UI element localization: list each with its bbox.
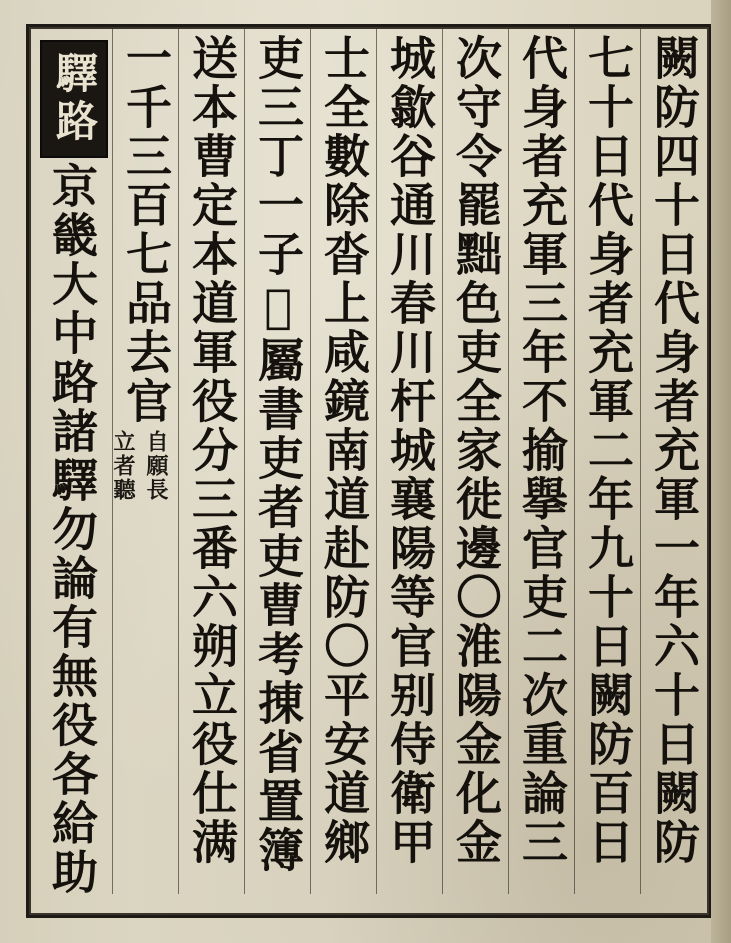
- heading-text: 驛路: [50, 51, 99, 147]
- text-column-3: [514, 34, 570, 894]
- column-text: 一千三百七品去官: [119, 34, 173, 426]
- text-column-10: [44, 162, 100, 902]
- note-line: 自願長: [143, 430, 169, 502]
- text-column-5: [382, 34, 438, 894]
- column-text: 吏三丁一子𫆀屬書吏者吏曹考㨂省置簿: [251, 34, 305, 875]
- text-column-8: [184, 34, 240, 894]
- column-text: 七十日代身者充軍二年九十日闕防百日: [581, 34, 635, 867]
- text-column-7: [250, 34, 306, 894]
- book-spine-edge: [711, 0, 731, 943]
- column-text: 城歙谷通川春川杆城襄陽等官别侍衛甲: [383, 34, 437, 867]
- column-rule: [574, 28, 575, 894]
- column-text: 京畿大中路諸驛勿論有無役各給助: [45, 162, 99, 897]
- text-column-6: [316, 34, 372, 894]
- text-column-1: [646, 34, 702, 894]
- column-rule: [244, 28, 245, 894]
- column-rule: [508, 28, 509, 894]
- interlinear-note: [110, 430, 172, 590]
- column-text: 士全數除沓上咸鏡南道赴防〇平安道鄉: [317, 34, 371, 867]
- column-rule: [310, 28, 311, 894]
- column-text: 代身者充軍三年不揄擧官吏二次重論三: [515, 34, 569, 867]
- section-heading: [40, 40, 108, 158]
- column-rule: [376, 28, 377, 894]
- column-rule: [442, 28, 443, 894]
- column-text: 送本曹定本道軍役分三番六朔立役仕满: [185, 34, 239, 867]
- column-text: 次守令罷黜色吏全家徙邊〇淮陽金化金: [449, 34, 503, 867]
- column-rule: [178, 28, 179, 894]
- text-column-2: [580, 34, 636, 894]
- note-line: 立者聽: [110, 430, 136, 502]
- text-column-4: [448, 34, 504, 894]
- column-rule: [640, 28, 641, 894]
- column-text: 闕防四十日代身者充軍一年六十日闕防: [647, 34, 701, 867]
